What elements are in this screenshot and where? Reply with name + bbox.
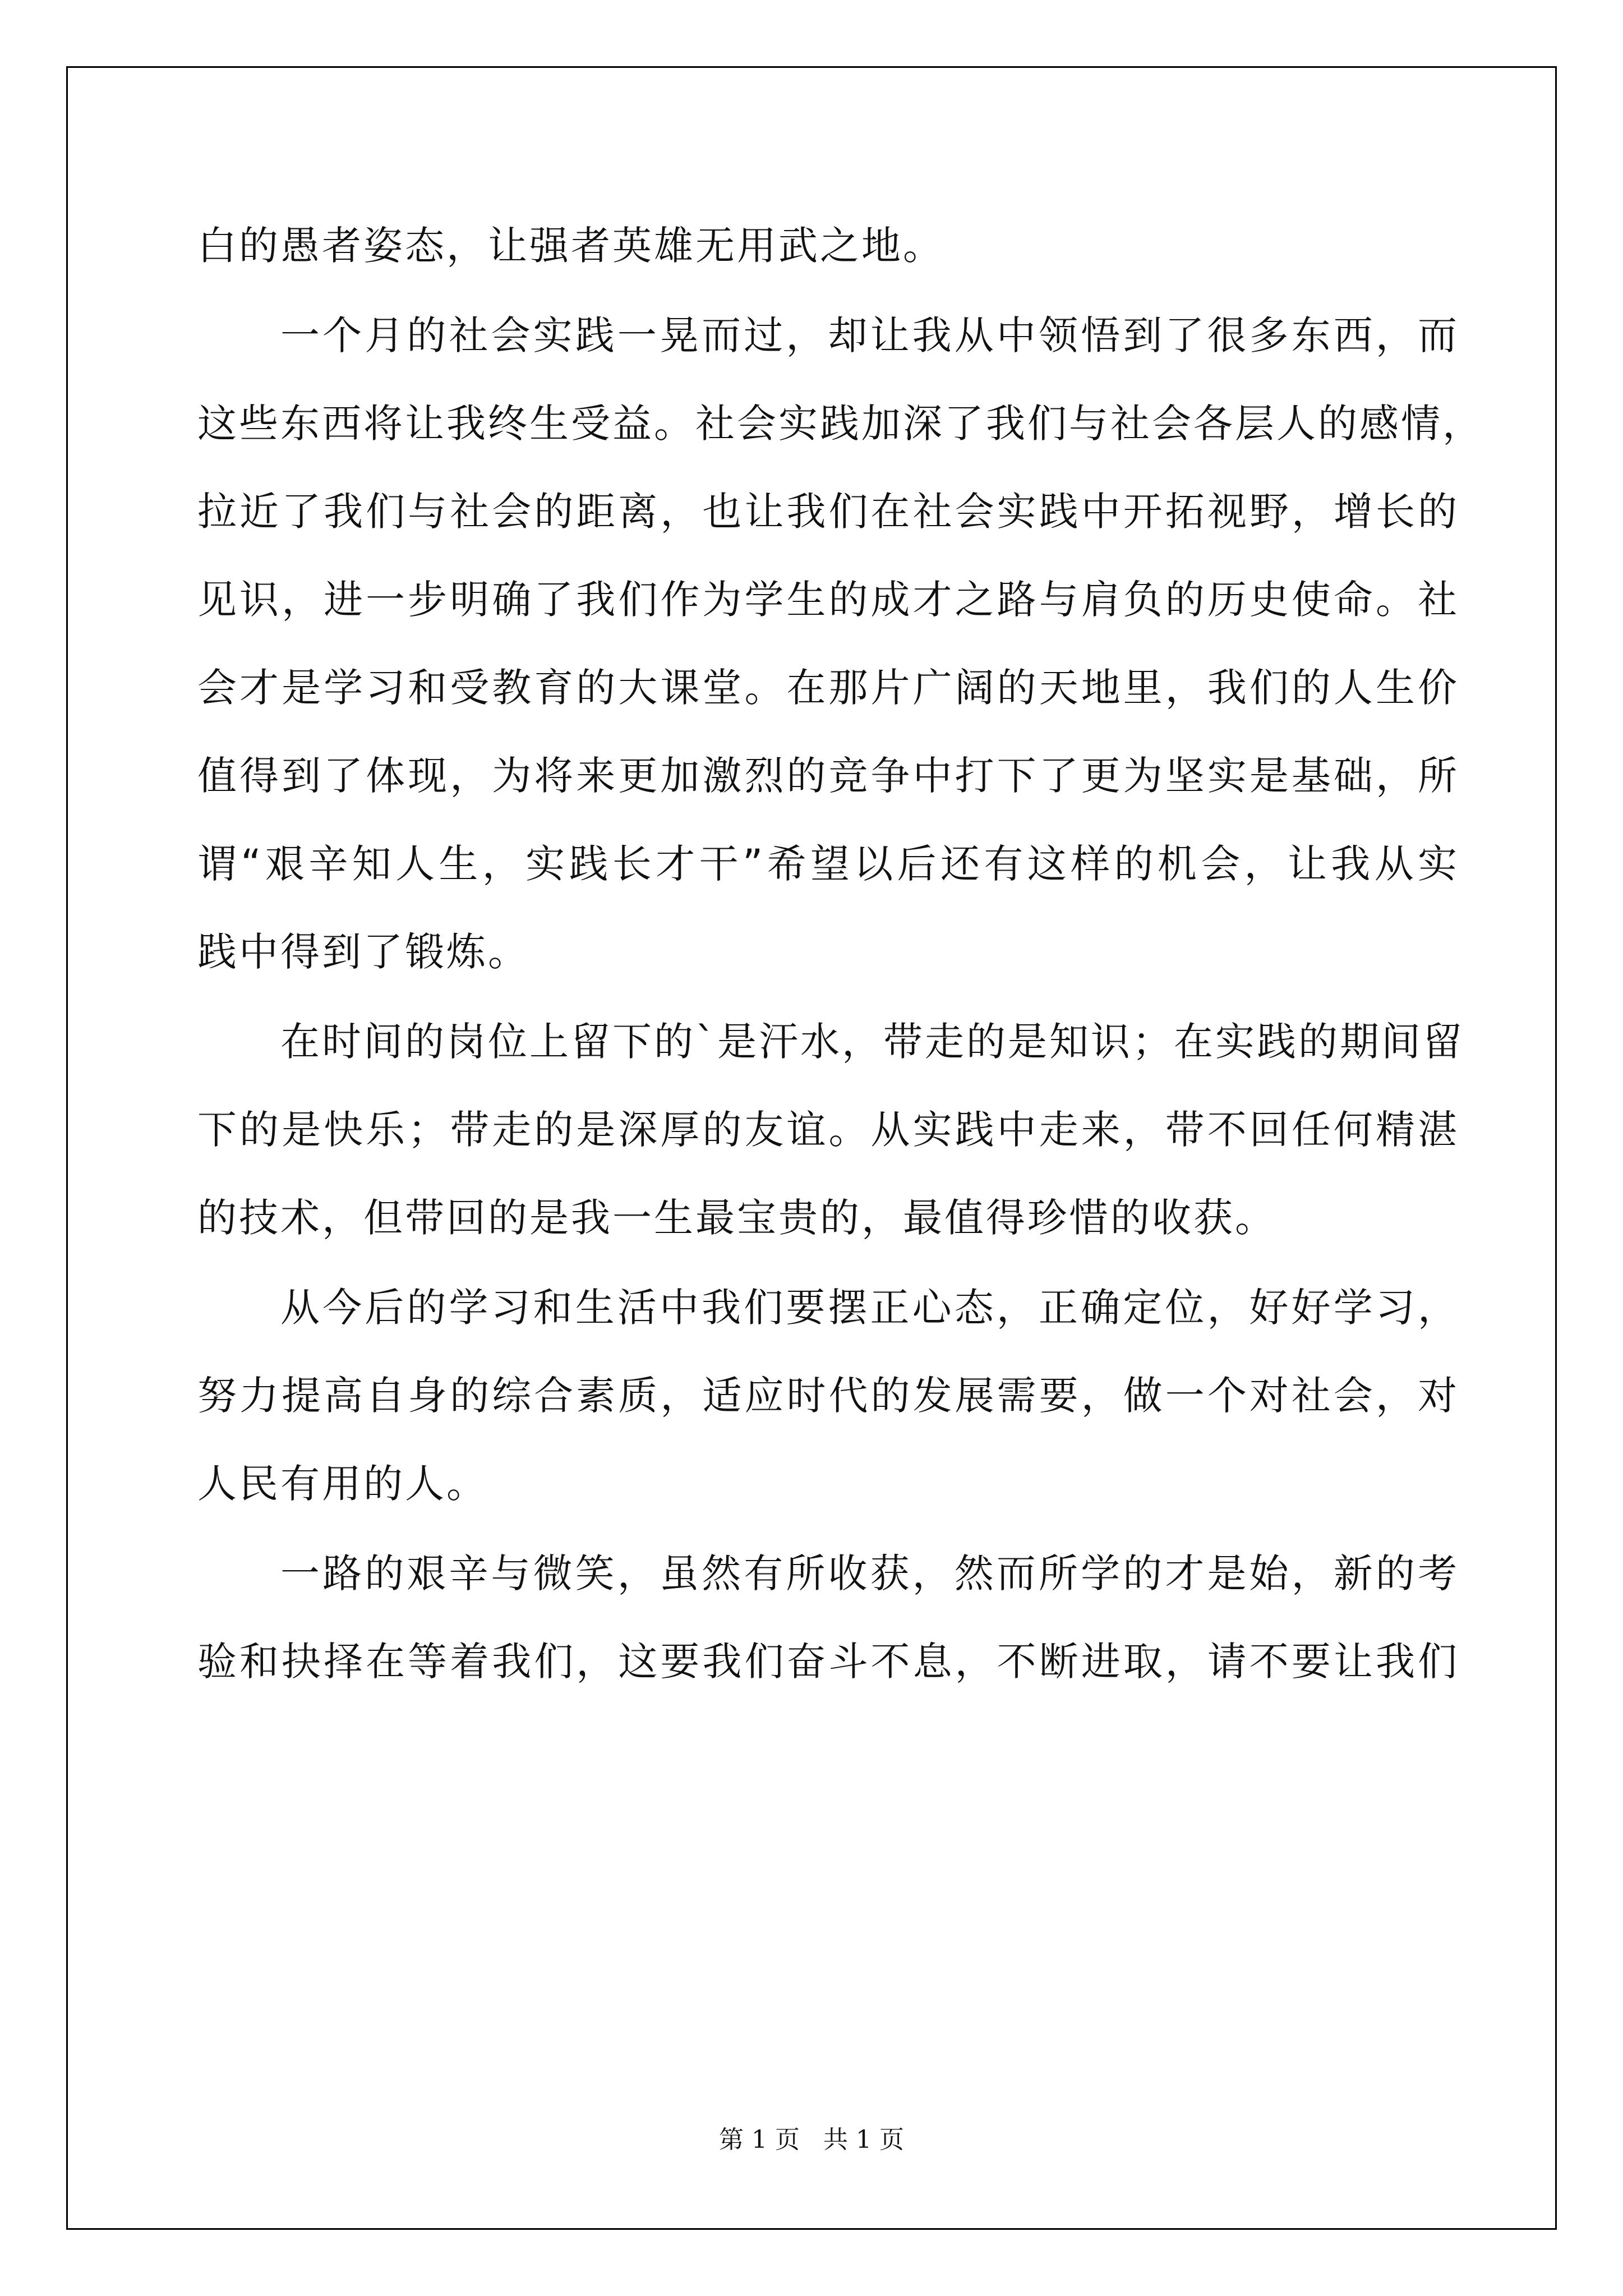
text-line: 从今后的学习和生活中我们要摆正心态，正确定位，好好学习， xyxy=(280,1285,1459,1331)
text-line: 拉近了我们与社会的距离，也让我们在社会实践中开拓视野，增长的 xyxy=(197,489,1459,535)
page-number-label: 第 1 页 共 1 页 xyxy=(719,2125,904,2154)
paragraph xyxy=(197,1264,1459,1528)
paragraph xyxy=(197,998,1464,1262)
text-line: 这些东西将让我终生受益。社会实践加深了我们与社会各层人的感情， xyxy=(197,401,1484,447)
text-line: 白的愚者姿态，让强者英雄无用武之地。 xyxy=(197,223,944,269)
text-line: 谓“艰辛知人生，实践长才干”希望以后还有这样的机会，让我从实 xyxy=(197,841,1459,887)
paragraph xyxy=(197,202,1459,290)
paragraph xyxy=(197,292,1484,996)
text-line: 人民有用的人。 xyxy=(197,1461,488,1507)
text-line: 下的是快乐；带走的是深厚的友谊。从实践中走来，带不回任何精湛 xyxy=(197,1107,1459,1153)
paragraph xyxy=(197,1530,1459,1706)
page-footer xyxy=(0,2119,1623,2155)
text-line: 努力提高自身的综合素质，适应时代的发展需要，做一个对社会，对 xyxy=(197,1373,1459,1419)
text-line: 会才是学习和受教育的大课堂。在那片广阔的天地里，我们的人生价 xyxy=(197,665,1459,711)
text-line: 在时间的岗位上留下的`是汗水，带走的是知识；在实践的期间留 xyxy=(280,1019,1464,1065)
text-line: 一个月的社会实践一晃而过，却让我从中领悟到了很多东西，而 xyxy=(280,312,1459,358)
text-line: 验和抉择在等着我们，这要我们奋斗不息，不断进取，请不要让我们 xyxy=(197,1639,1459,1685)
text-line: 值得到了体现，为将来更加激烈的竞争中打下了更为坚实是基础，所 xyxy=(197,753,1459,799)
text-line: 见识，进一步明确了我们作为学生的成才之路与肩负的历史使命。社 xyxy=(197,577,1459,623)
document-body xyxy=(197,202,1484,1708)
text-line: 一路的艰辛与微笑，虽然有所收获，然而所学的才是始，新的考 xyxy=(280,1550,1459,1596)
text-line: 践中得到了锻炼。 xyxy=(197,929,529,975)
text-line: 的技术，但带回的是我一生最宝贵的，最值得珍惜的收获。 xyxy=(197,1195,1276,1241)
